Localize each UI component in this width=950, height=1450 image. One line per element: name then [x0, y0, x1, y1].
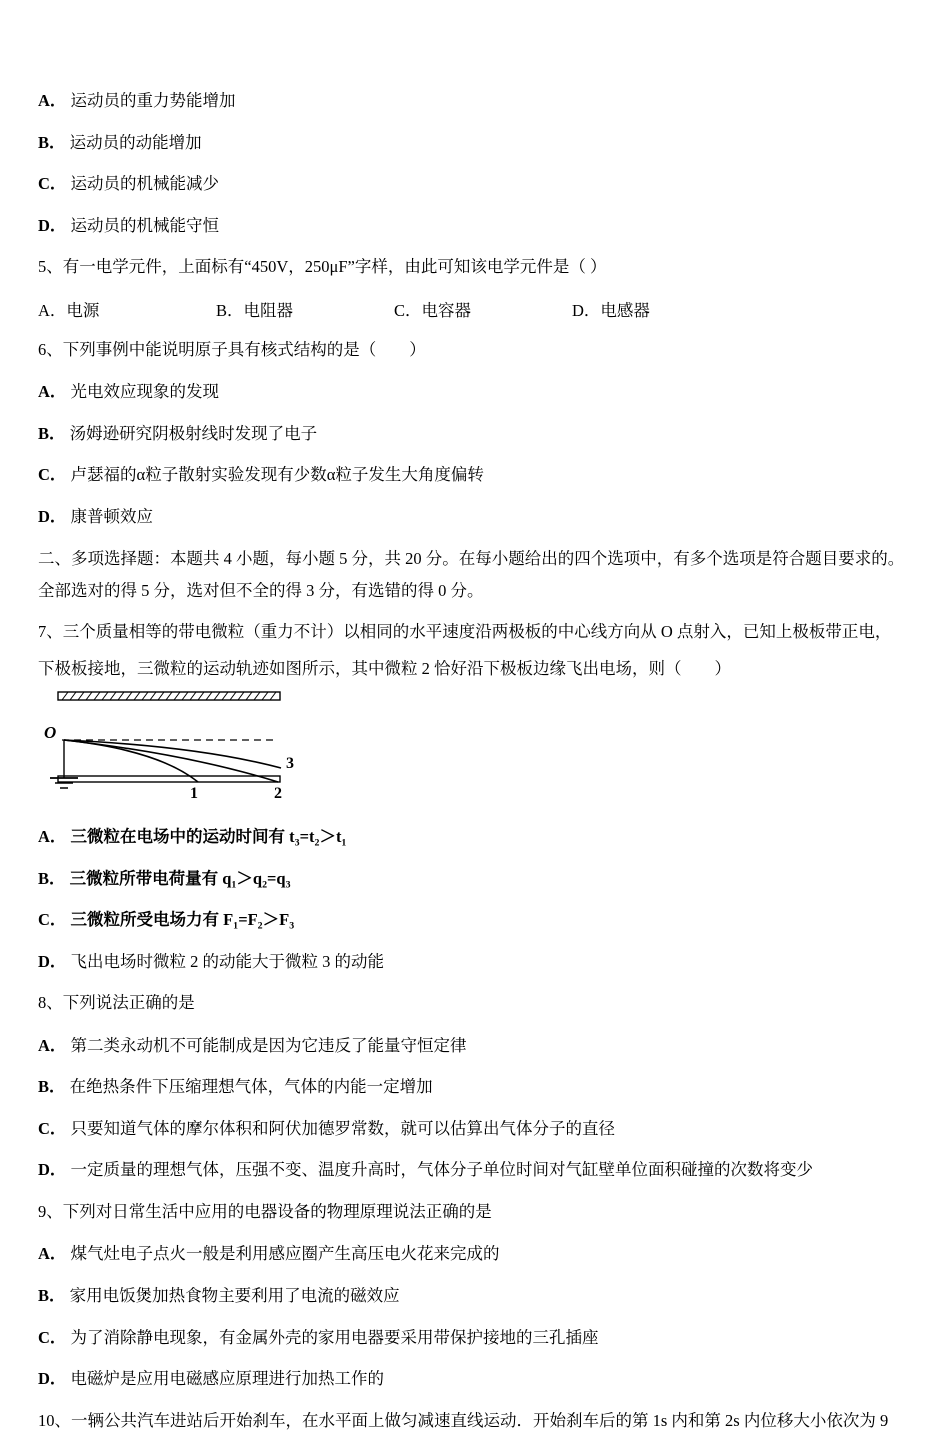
option-item [38, 88, 916, 114]
question-stem-6: 6、下列事例中能说明原子具有核式结构的是（ ） [38, 339, 426, 359]
option-label: C． [38, 1118, 67, 1138]
option-label: D． [38, 951, 67, 971]
option-label: D． [38, 1160, 67, 1180]
option-text: 运动员的机械能守恒 [70, 215, 220, 235]
question-stem-8: 8、下列说法正确的是 [38, 993, 195, 1013]
option-text: 在绝热条件下压缩理想气体，气体的内能一定增加 [69, 1077, 433, 1097]
option-row-5 [38, 297, 916, 321]
option-label: B． [38, 868, 66, 888]
option-text: 煤气灶电子点火一般是利用感应圈产生高压电火花来完成的 [70, 1244, 500, 1264]
option-text: 为了消除静电现象，有金属外壳的家用电器要采用带保护接地的三孔插座 [70, 1327, 599, 1347]
option-text: 三微粒在电场中的运动时间有 t₃=t₂＞t₁ [70, 827, 347, 847]
question-stem-7-line1: 7、三个质量相等的带电微粒（重力不计）以相同的水平速度沿两极板的中心线方向从 O 点射入，已知上极板带正电， [38, 621, 892, 641]
option-item [38, 824, 916, 850]
option-item [38, 1325, 916, 1351]
option-text: 康普顿效应 [70, 506, 154, 526]
option-label: C． [38, 465, 67, 485]
option-item [38, 949, 916, 975]
svg-text:1: 1 [190, 785, 198, 803]
option-item [38, 421, 916, 447]
option-text: 卢瑟福的α粒子散射实验发现有少数α粒子发生大角度偏转 [70, 465, 484, 485]
option-label: C． [38, 1327, 67, 1347]
option-text: 一定质量的理想气体，压强不变、温度升高时，气体分子单位时间对气缸壁单位面积碰撞的次数将变少 [70, 1160, 814, 1180]
option-text: 飞出电场时微粒 2 的动能大于微粒 3 的动能 [70, 951, 385, 971]
option-text: 三微粒所受电场力有 F₁=F₂＞F₃ [70, 910, 295, 930]
option-text: 第二类永动机不可能制成是因为它违反了能量守恒定律 [70, 1035, 467, 1055]
option-text: 电感器 [600, 300, 650, 320]
option-item [38, 1033, 916, 1059]
option-item [38, 1116, 916, 1142]
option-label: A． [38, 300, 67, 320]
option-label: A． [38, 91, 67, 110]
question-stem-7-line2: 下极板接地，三微粒的运动轨迹如图所示，其中微粒 2 恰好沿下极板边缘飞出电场，则（ ） [38, 658, 731, 678]
option-label: B． [38, 423, 66, 443]
question-stem-5: 5、有一电学元件，上面标有“450V，250μF”字样，由此可知该电学元件是（ ） [38, 257, 607, 277]
option-item [38, 379, 916, 405]
option-item [572, 297, 650, 321]
option-item [38, 213, 916, 239]
option-text: 光电效应现象的发现 [70, 382, 220, 402]
option-label: C． [394, 300, 422, 320]
option-label: A． [38, 1035, 67, 1055]
section-heading-line1: 二、多项选择题：本题共 4 小题，每小题 5 分，共 20 分。在每小题给出的四个选项中，有多个选项是符合题目要求的。 [38, 549, 905, 569]
question-stem-9: 9、下列对日常生活中应用的电器设备的物理原理说法正确的是 [38, 1202, 492, 1222]
option-text: 电磁炉是应用电磁感应原理进行加热工作的 [70, 1369, 385, 1389]
option-item [38, 1366, 916, 1392]
option-label: B． [38, 132, 66, 152]
svg-text:O: O [44, 723, 57, 743]
option-text: 只要知道气体的摩尔体积和阿伏加德罗常数，就可以估算出气体分子的直径 [70, 1118, 616, 1138]
option-item [38, 297, 216, 321]
option-label: B． [216, 300, 244, 320]
option-text: 三微粒所带电荷量有 q₁＞q₂=q₃ [69, 868, 291, 888]
option-text: 电源 [66, 300, 100, 320]
svg-text:2: 2 [274, 785, 282, 803]
option-label: B． [38, 1286, 66, 1305]
option-item [38, 866, 916, 892]
option-item [38, 130, 916, 156]
option-label: A． [38, 382, 67, 402]
svg-text:3: 3 [286, 755, 294, 773]
option-text: 运动员的动能增加 [69, 132, 202, 152]
option-text: 运动员的机械能减少 [70, 174, 220, 194]
option-text: 汤姆逊研究阴极射线时发现了电子 [69, 423, 318, 443]
option-label: A． [38, 1244, 67, 1264]
option-label: D． [38, 215, 67, 235]
question-stem-10: 10、一辆公共汽车进站后开始刹车，在水平面上做匀减速直线运动．开始刹车后的第 1s 内和第 2s 内位移大小依次为 9 [38, 1410, 889, 1430]
option-label: D． [38, 1369, 67, 1389]
document-content [38, 88, 916, 1450]
option-item [38, 907, 916, 933]
option-label: D． [572, 300, 601, 320]
option-text: 家用电饭煲加热食物主要利用了电流的磁效应 [69, 1286, 400, 1305]
option-item [38, 1241, 916, 1267]
option-item [38, 171, 916, 197]
option-text: 电阻器 [243, 300, 294, 320]
option-item [38, 1157, 916, 1183]
option-item [394, 297, 572, 321]
option-item [38, 1074, 916, 1100]
option-label: D． [38, 506, 67, 526]
option-item [38, 504, 916, 530]
option-label: B． [38, 1077, 66, 1097]
section-heading-line2: 全部选对的得 5 分，选对但不全的得 3 分，有选错的得 0 分。 [38, 580, 484, 600]
option-item [38, 1283, 916, 1309]
option-label: C． [38, 910, 67, 930]
option-text: 电容器 [421, 300, 472, 320]
option-item [38, 462, 916, 488]
option-label: C． [38, 174, 67, 194]
option-text: 运动员的重力势能增加 [70, 91, 236, 110]
option-label: A． [38, 827, 67, 847]
option-item [216, 297, 394, 321]
figure-parallel-plates [38, 688, 916, 806]
